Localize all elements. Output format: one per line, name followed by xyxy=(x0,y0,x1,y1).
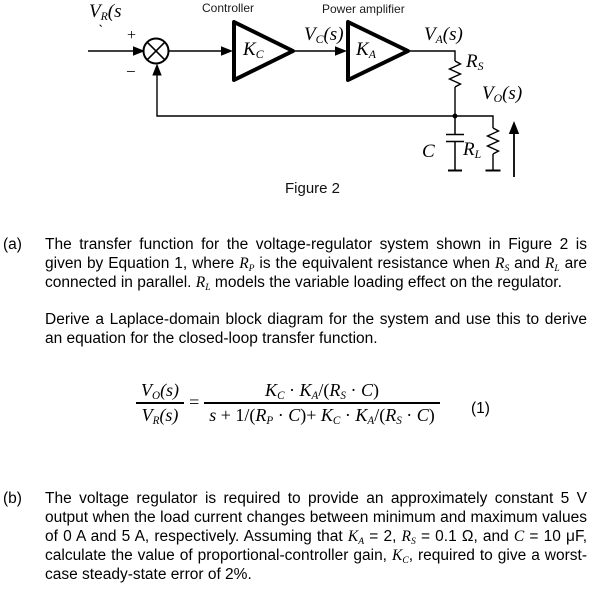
equation-lhs-fraction xyxy=(136,379,184,427)
equation-1 xyxy=(136,379,440,427)
input-arrow xyxy=(88,46,145,55)
equation-lhs-denominator: VR(s) xyxy=(141,404,179,427)
plus-sign-label: + xyxy=(127,27,137,44)
equals-sign: = xyxy=(189,392,200,413)
figure-caption: Figure 2 xyxy=(285,180,341,197)
section-a-paragraph-1: The transfer function for the voltage-regulator system shown in Figure 2 is given by Equation 1, where RP is the equivalent resistance when RS and RL are connected in parallel. RL models the variable loading effect on the regulator. xyxy=(45,236,587,293)
power-amplifier-title: Power amplifier xyxy=(322,2,405,16)
section-a-paragraph-2: Derive a Laplace-domain block diagram for the system and use this to derive an equation for the closed-loop transfer function. xyxy=(45,311,587,347)
item-label-a: (a) xyxy=(3,236,22,253)
resistor-rs xyxy=(450,61,461,87)
capacitor-label: C xyxy=(422,141,435,162)
equation-lhs-numerator: VO(s) xyxy=(141,380,180,403)
wire-controller-to-amplifier xyxy=(295,46,347,55)
amplifier-output-label: VA(s) xyxy=(424,24,463,47)
wire-sum-to-controller xyxy=(169,46,234,55)
stray-mark: ` xyxy=(97,23,102,39)
voltage-regulator-block-diagram xyxy=(0,0,608,215)
wire-amplifier-to-rs xyxy=(410,51,455,61)
input-signal-label: VR(s xyxy=(89,1,122,24)
controller-gain-label: KC xyxy=(243,39,264,62)
output-voltage-label: VO(s) xyxy=(482,83,523,106)
rs-label: RS xyxy=(466,51,484,74)
equation-rhs-numerator: KC · KA/(RS · C) xyxy=(265,380,379,403)
control-signal-label: VC(s) xyxy=(304,24,344,47)
minus-sign-label: − xyxy=(126,62,136,81)
rl-label: RL xyxy=(463,139,482,162)
section-b-paragraph: The voltage regulator is required to provide an approximately constant 5 V output when the load current changes between minimum and maximum values of 0 A and 5 A, respectively. Assuming that KA = 2, RS = 0.1 Ω, and C = 10 μF, calculate the value of proportional-controller gain, KC, required to give a worst-case steady-state error of 2%. xyxy=(45,490,588,583)
summing-junction xyxy=(144,39,169,64)
item-label-b: (b) xyxy=(3,490,22,507)
capacitor-c xyxy=(446,116,464,171)
equation-rhs-denominator: s + 1/(RP · C)+ KC · KA/(RS · C) xyxy=(209,404,435,427)
controller-title: Controller xyxy=(202,1,255,15)
equation-rhs-fraction xyxy=(204,379,440,427)
feedback-wire xyxy=(152,64,455,117)
equation-number: (1) xyxy=(471,400,490,417)
amplifier-gain-label: KA xyxy=(356,39,376,62)
load-current-arrow xyxy=(509,121,519,177)
